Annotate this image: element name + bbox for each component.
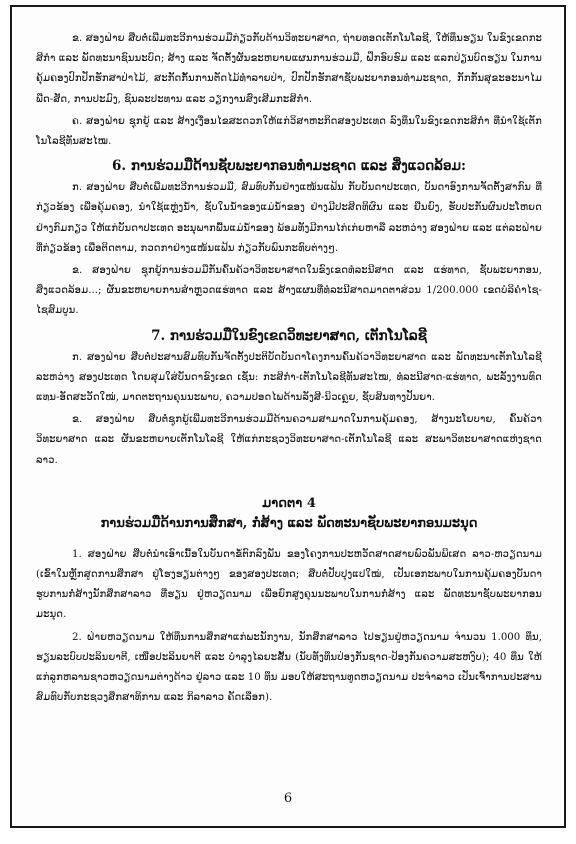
section5-paragraph-c: ຄ. ສອງຝ່າຍ ຊຸກຍູ້ ແລະ ສ້າງເງື່ອນໄຂສະດວກໃຫ້ແກ່ວິສາຫະກິດສອງປະເທດ ລົງທຶນໃນຂົງເຂດກະສິກໍາ ທີ່ນໍາໃຊ້ເຕັກໂນໂລຊີທັນສະໄໝ.: [36, 115, 542, 148]
page-number: 6: [283, 791, 293, 806]
article-subtitle: ການຮ່ວມມືດ້ານການສຶກສາ, ກໍ່ສ້າງ ແລະ ພັດທະນາຊັບພະຍາກອນມະນຸດ: [100, 515, 478, 531]
document-page: [10, 5, 566, 828]
article4-paragraph-1: 1. ສອງຝ່າຍ ສືບຕໍ່ນໍາເອົາເນື້ອໃນບັນດາຂໍ້ຕົກລົງພັນ ຂອງໂຄງການປະຫວັດສາດສາຍພົວພັນພິເສດ ລາວ-ຫວຽດນາມ (ເຂົ້າໃນຫຼັກສູດການສຶກສາ ຢູ່ໂຮງຮຽນຕ່າງໆ ຂອງສອງປະເທດ; ສືບຕໍ່ປັບປຸງແປໃໝ່, ເປັນເອກະພາບໃນການຄຸ້ມຄອງບັນດາຮູບການກໍ່ສ້າງນັກສຶກສາລາວ ທີ່ຮຽນ ຢູ່ຫວຽດນາມ ເພື່ອຍົກສູງຄຸນນະພາບໃນການກໍ່ສ້າງ ແລະ ພັດທະນາຊັບພະຍາກອນມະນຸດ.: [36, 548, 542, 621]
section5-paragraph-b: ຂ. ສອງຝ່າຍ ສືບຕໍ່ເພີ່ມທະວີການຮ່ວມມືກ່ຽວກັບດ້ານວິທະຍາສາດ, ຖ່າຍທອດເຕັກໂນໂລຊີ, ໃຫ້ທຶນຮຽນ ໃນຂົງເຂດກະສິກໍາ ແລະ ພັດທະນາຊົນນະບົດ; ສ້າງ ແລະ ຈັດຕັ້ງຜັນຂະຫຍາຍແຜນການຮ່ວມມື, ຝຶກອົບຮົມ ແລະ ແລກປ່ຽນບົດຮຽນ ໃນການຄຸ້ມຄອງປົກປັກຮັກສາປ່າໄມ້, ສະກັດກັ້ນການຕັດໄມ້ທໍາລາຍປ່າ, ປົກປັກຮັກສາຊັບພະຍາກອນທໍາມະຊາດ, ກັກກັນສຸຂະອະນາໄມພືດ-ສັດ, ການປະມົງ, ຊົນລະປະທານ ແລະ ວຽກງານສົ່ງເສີມກະສິກໍາ.: [36, 33, 542, 105]
section7-heading: 7. ການຮ່ວມມືໃນຂົງເຂດວິທະຍາສາດ, ເຕັກໂນໂລຊີ: [151, 327, 427, 344]
section7-paragraph-b: ຂ. ສອງຝ່າຍ ສືບຕໍ່ຊຸກຍູ້ເພີ່ມທະວີການຮ່ວມມືດ້ານຄວາມສາມາດໃນການຄຸ້ມຄອງ, ສ້າງນະໂຍບາຍ, ຄົ້ນຄ້ວາວິທະຍາສາດ ແລະ ຜັນຂະຫຍາຍເຕັກໂນໂລຊີ ໃຫ້ແກ່ກະຊວງວິທະຍາສາດ-ເຕັກໂນໂລຊີ ແລະ ສະພາວິທະຍາສາດແຫ່ງຊາດລາວ.: [36, 414, 542, 466]
article4-paragraph-2: 2. ຝ່າຍຫວຽດນາມ ໃຫ້ທຶນການສຶກສາແກ່ພະນັກງານ, ນັກສຶກສາລາວ ໄປຮຽນຢູ່ຫວຽດນາມ ຈໍານວນ 1.000 ທຶນ, ຮຽນລະບົບປະລິນຍາຕີ, ເໜືອປະລິນຍາຕີ ແລະ ບໍາລຸງໄລຍະສັ້ນ (ນັບທັງທຶນປ່ອງກັນຊາດ-ປ້ອງກັນຄວາມສະຫງົບ); 40 ທຶນ ໃຫ້ແກ່ລູກຫລານຊາວຫວຽດນາມຕ່າງດ້າວ ຢູ່ລາວ ແລະ 10 ທຶນ ມອບໃຫ້ສະຖານທູດຫວຽດນາມ ປະຈໍາລາວ ເປັນເຈົ້າການປະສານສົມທົບກັບກະຊວງສຶກສາທິການ ແລະ ກິລາລາວ ຄັດເລືອກ).: [36, 631, 542, 704]
section6-heading: 6. ການຮ່ວມມືດ້ານຊັບພະຍາກອນທໍາມະຊາດ ແລະ ສິ່ງແວດລ້ອມ:: [112, 158, 466, 175]
section6-paragraph-b: ຂ. ສອງຝ່າຍ ຊຸກຍູ້ການຮ່ວມມືກັນຄົ້ນຄ້ວາວິທະຍາສາດໃນຂົງເຂດທໍລະນີສາດ ແລະ ແຮ່ທາດ, ຊັບພະຍາກອນ, ສິ່ງແວດລ້ອມ...; ຜັນຂະຫຍາຍການສໍາຫຼວດແຮ່ທາດ ແລະ ສ້າງແຜນທີ່ທໍລະນີສາດມາດຕາສ່ວນ 1/200.000 ເຂດບໍລິຄໍາໄຊ-ໄຊສົມບູນ.: [36, 265, 542, 317]
document-body: [36, 29, 542, 708]
section7-paragraph-a: ກ. ສອງຝ່າຍ ສືບຕໍ່ປະສານສົມທົບກັນຈັດຕັ້ງປະຕິບັດບັນດາໂຄງການຄົ້ນຄ້ວາວິທະຍາສາດ ແລະ ພັດທະນາເຕັກໂນໂລຊີ ລະຫວ່າງ ສອງປະເທດ ໂດຍສຸມໃສ່ບັນດາຂົງເຂດ ເຊັ່ນ: ກະສິກໍາ-ເຕັກໂນໂລຊີທັນສະໄໝ, ທໍລະນີສາດ-ແຮ່ທາດ, ພະລັງງານທົດແທນ-ອັດສະວັດໃໝ່, ມາດຕະຖານຄຸນນະພາບ, ຄວາມປອດໄພດ້ານລັງສີ-ນິວເຄຼຍ, ຊັບສິນທາງປັນຍາ.: [36, 351, 542, 404]
article-title: ມາດຕາ 4: [262, 495, 316, 511]
section6-paragraph-a: ກ. ສອງຝ່າຍ ສືບຕໍ່ເພີ່ມທະວີການຮ່ວມມື, ສົມທົບກັນຢ່າງແໜ້ນແຟ້ນ ກັບບັນດາປະເທດ, ບັນດາອົງການຈັດຕັ້ງສາກົນ ທີ່ກ່ຽວຂ້ອງ ເພື່ອຄຸ້ມຄອງ, ນໍາໃຊ້ແຫຼ່ງນໍ້າ, ຊັບໃນນໍ້າຂອງແມ່ນໍ້າຂອງ ຢ່າງມີປະສິດທິຜົນ ແລະ ຍືນຍົງ, ຮັບປະກັນຜົນປະໂຫຍດຢ່າງກົມກຽວ ໃຫ້ແກ່ບັນດາປະເທດ ອະນຸພາກພື້ນແມ່ນໍ້າຂອງ ພ້ອມທັງມີການໄກ່ເກ່ຍຫາລື ລະຫວ່າງ ສອງຝ່າຍ ແລະ ແຕ່ລະຝ່າຍ ທີ່ກ່ຽວຂ້ອງ ເພື່ອຕິດຕາມ, ກວດກາຢ່າງແໜ້ນແຟ້ນ ກ່ຽວກັບພົນກະທົບຕ່າງໆ.: [36, 182, 542, 254]
